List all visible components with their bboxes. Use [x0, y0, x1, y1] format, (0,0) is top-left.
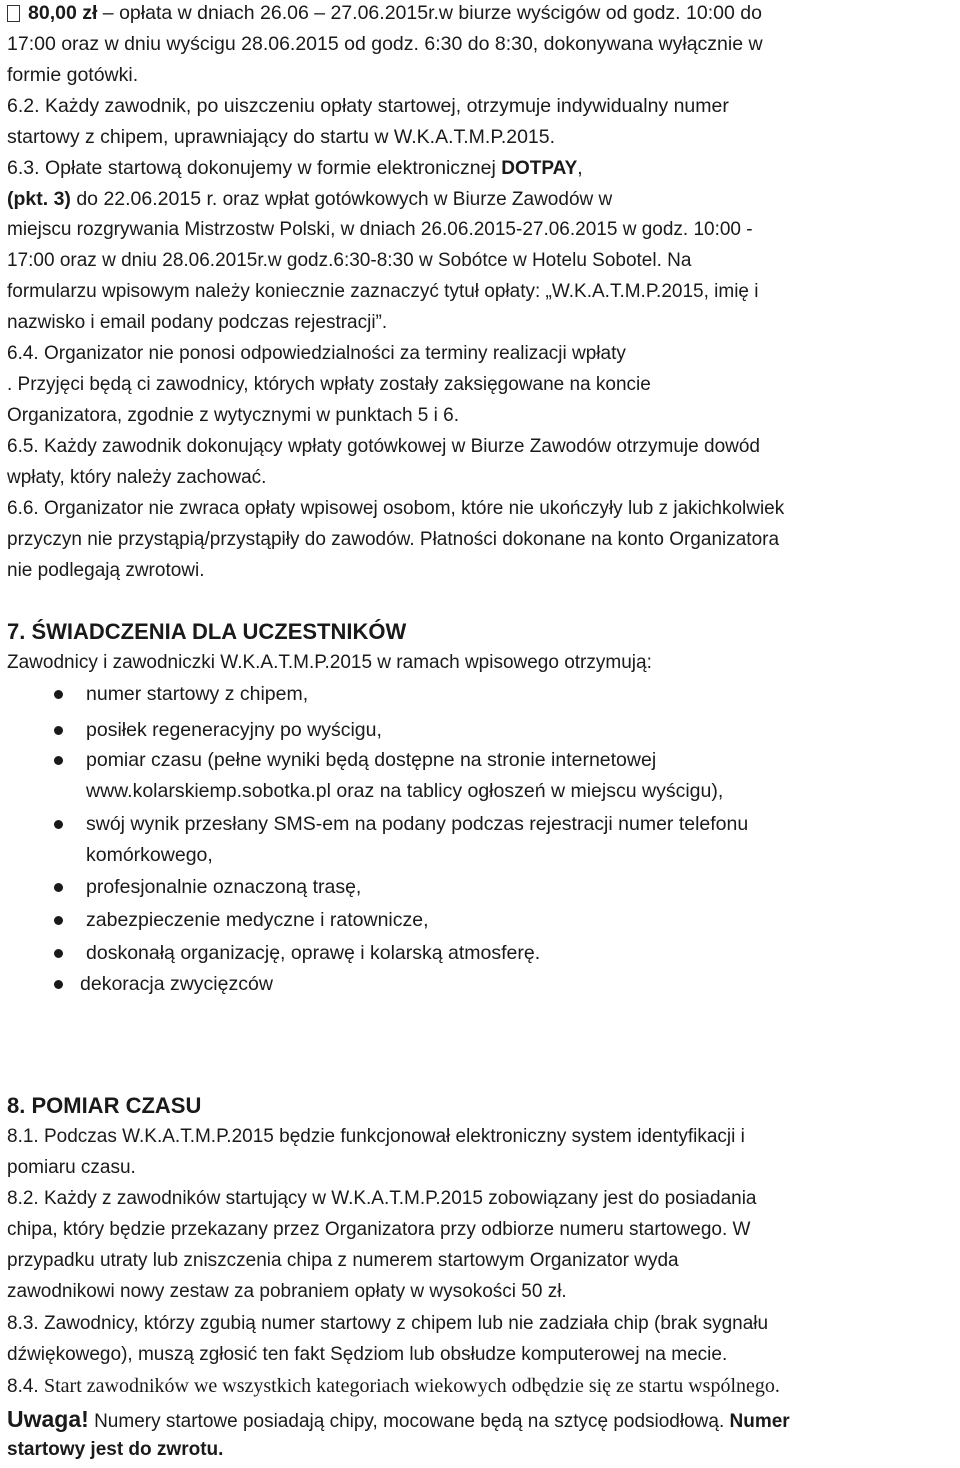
benefit-item-cont: www.kolarskiemp.sobotka.pl oraz na tablicy ogłoszeń w miejscu wyścigu),: [86, 780, 724, 802]
p84-line-1: 8.4. Start zawodników we wszystkich kategoriach wiekowych odbędzie się ze startu wspólnego.: [7, 1375, 780, 1397]
p64-line-1: 6.4. Organizator nie ponosi odpowiedzialności za terminy realizacji wpłaty: [7, 343, 626, 364]
p62-line-1: 6.2. Każdy zawodnik, po uiszczeniu opłaty startowej, otrzymuje indywidualny numer: [7, 95, 729, 117]
bullet-icon: [54, 726, 63, 735]
p63-line-4: 17:00 oraz w dniu 28.06.2015r.w godz.6:30-8:30 w Sobótce w Hotelu Sobotel. Na: [7, 250, 692, 271]
bullet-icon: [54, 756, 63, 765]
p83-line-2: dźwiękowego), muszą zgłosić ten fakt Sędziom lub obsłudze komputerowej na mecie.: [7, 1344, 728, 1365]
bullet-icon: [54, 883, 63, 892]
p63-line-2: (pkt. 3) do 22.06.2015 r. oraz wpłat gotówkowych w Biurze Zawodów w: [7, 188, 613, 210]
fee-line-1: 80,00 zł – opłata w dniach 26.06 – 27.06.2015r.w biurze wyścigów od godz. 10:00 do: [7, 0, 762, 26]
p63-line-6: nazwisko i email podany podczas rejestracji”.: [7, 312, 388, 333]
section-7-heading: 7. ŚWIADCZENIA DLA UCZESTNIKÓW: [7, 619, 407, 644]
uwaga-label: Uwaga!: [7, 1406, 89, 1432]
fee-line-3: formie gotówki.: [7, 64, 139, 86]
bullet-icon: [54, 949, 63, 958]
benefit-item: swój wynik przesłany SMS-em na podany podczas rejestracji numer telefonu: [86, 813, 749, 835]
p63-line-3: miejscu rozgrywania Mistrzostw Polski, w dniach 26.06.2015-27.06.2015 w godz. 10:00 -: [7, 219, 753, 240]
p81-line-2: pomiaru czasu.: [7, 1157, 136, 1178]
benefit-item: profesjonalnie oznaczoną trasę,: [86, 876, 362, 898]
bullet-icon: [54, 820, 63, 829]
p64-line-2: . Przyjęci będą ci zawodnicy, których wpłaty zostały zaksięgowane na koncie: [7, 374, 651, 395]
uwaga-line-1: Uwaga! Numery startowe posiadają chipy, mocowane będą na sztycę podsiodłową. Numer: [7, 1406, 790, 1432]
section-8-heading: 8. POMIAR CZASU: [7, 1093, 202, 1118]
p81-line-1: 8.1. Podczas W.K.A.T.M.P.2015 będzie funkcjonował elektroniczny system identyfikacji i: [7, 1126, 745, 1147]
p82-line-3: przypadku utraty lub zniszczenia chipa z numerem startowym Organizator wyda: [7, 1250, 679, 1271]
section-7-intro: Zawodnicy i zawodniczki W.K.A.T.M.P.2015 w ramach wpisowego otrzymują:: [7, 652, 652, 673]
fee-line-2: 17:00 oraz w dniu wyścigu 28.06.2015 od godz. 6:30 do 8:30, dokonywana wyłącznie w: [7, 33, 763, 55]
checkbox-symbol-icon: [7, 5, 20, 22]
benefit-item: zabezpieczenie medyczne i ratownicze,: [86, 909, 429, 931]
benefit-item: numer startowy z chipem,: [86, 683, 309, 705]
benefit-item-cont: komórkowego,: [86, 844, 213, 866]
p65-line-1: 6.5. Każdy zawodnik dokonujący wpłaty gotówkowej w Biurze Zawodów otrzymuje dowód: [7, 436, 760, 457]
p83-line-1: 8.3. Zawodnicy, którzy zgubią numer startowy z chipem lub nie zadziała chip (brak sygnału: [7, 1313, 769, 1334]
benefit-item: posiłek regeneracyjny po wyścigu,: [86, 719, 382, 741]
p66-line-3: nie podlegają zwrotowi.: [7, 560, 205, 581]
p82-line-2: chipa, który będzie przekazany przez Organizatora przy odbiorze numeru startowego. W: [7, 1219, 751, 1240]
uwaga-line-2: startowy jest do zwrotu.: [7, 1439, 224, 1460]
benefit-item: doskonałą organizację, oprawę i kolarską atmosferę.: [86, 942, 541, 964]
p66-line-2: przyczyn nie przystąpią/przystąpiły do zawodów. Płatności dokonane na konto Organizatora: [7, 529, 780, 550]
p66-line-1: 6.6. Organizator nie zwraca opłaty wpisowej osobom, które nie ukończyły lub z jakichkolwiek: [7, 498, 785, 519]
benefit-item: pomiar czasu (pełne wyniki będą dostępne na stronie internetowej: [86, 749, 657, 771]
p62-line-2: startowy z chipem, uprawniający do startu w W.K.A.T.M.P.2015.: [7, 126, 556, 148]
p82-line-4: zawodnikowi nowy zestaw za pobraniem opłaty w wysokości 50 zł.: [7, 1281, 567, 1302]
p64-line-3: Organizatora, zgodnie z wytycznymi w punktach 5 i 6.: [7, 405, 459, 426]
p82-line-1: 8.2. Każdy z zawodników startujący w W.K.A.T.M.P.2015 zobowiązany jest do posiadania: [7, 1188, 757, 1209]
bullet-icon: [54, 690, 63, 699]
benefit-item: dekoracja zwycięzców: [80, 973, 273, 995]
bullet-icon: [54, 916, 63, 925]
dotpay-label: DOTPAY: [501, 158, 578, 179]
p65-line-2: wpłaty, który należy zachować.: [7, 467, 267, 488]
p63-line-1: 6.3. Opłate startową dokonujemy w formie elektronicznej DOTPAY,: [7, 157, 583, 179]
p63-line-5: formularzu wpisowym należy koniecznie zaznaczyć tytuł opłaty: „W.K.A.T.M.P.2015, imię i: [7, 281, 759, 302]
fee-amount: 80,00 zł: [28, 2, 98, 24]
bullet-icon: [54, 980, 63, 989]
